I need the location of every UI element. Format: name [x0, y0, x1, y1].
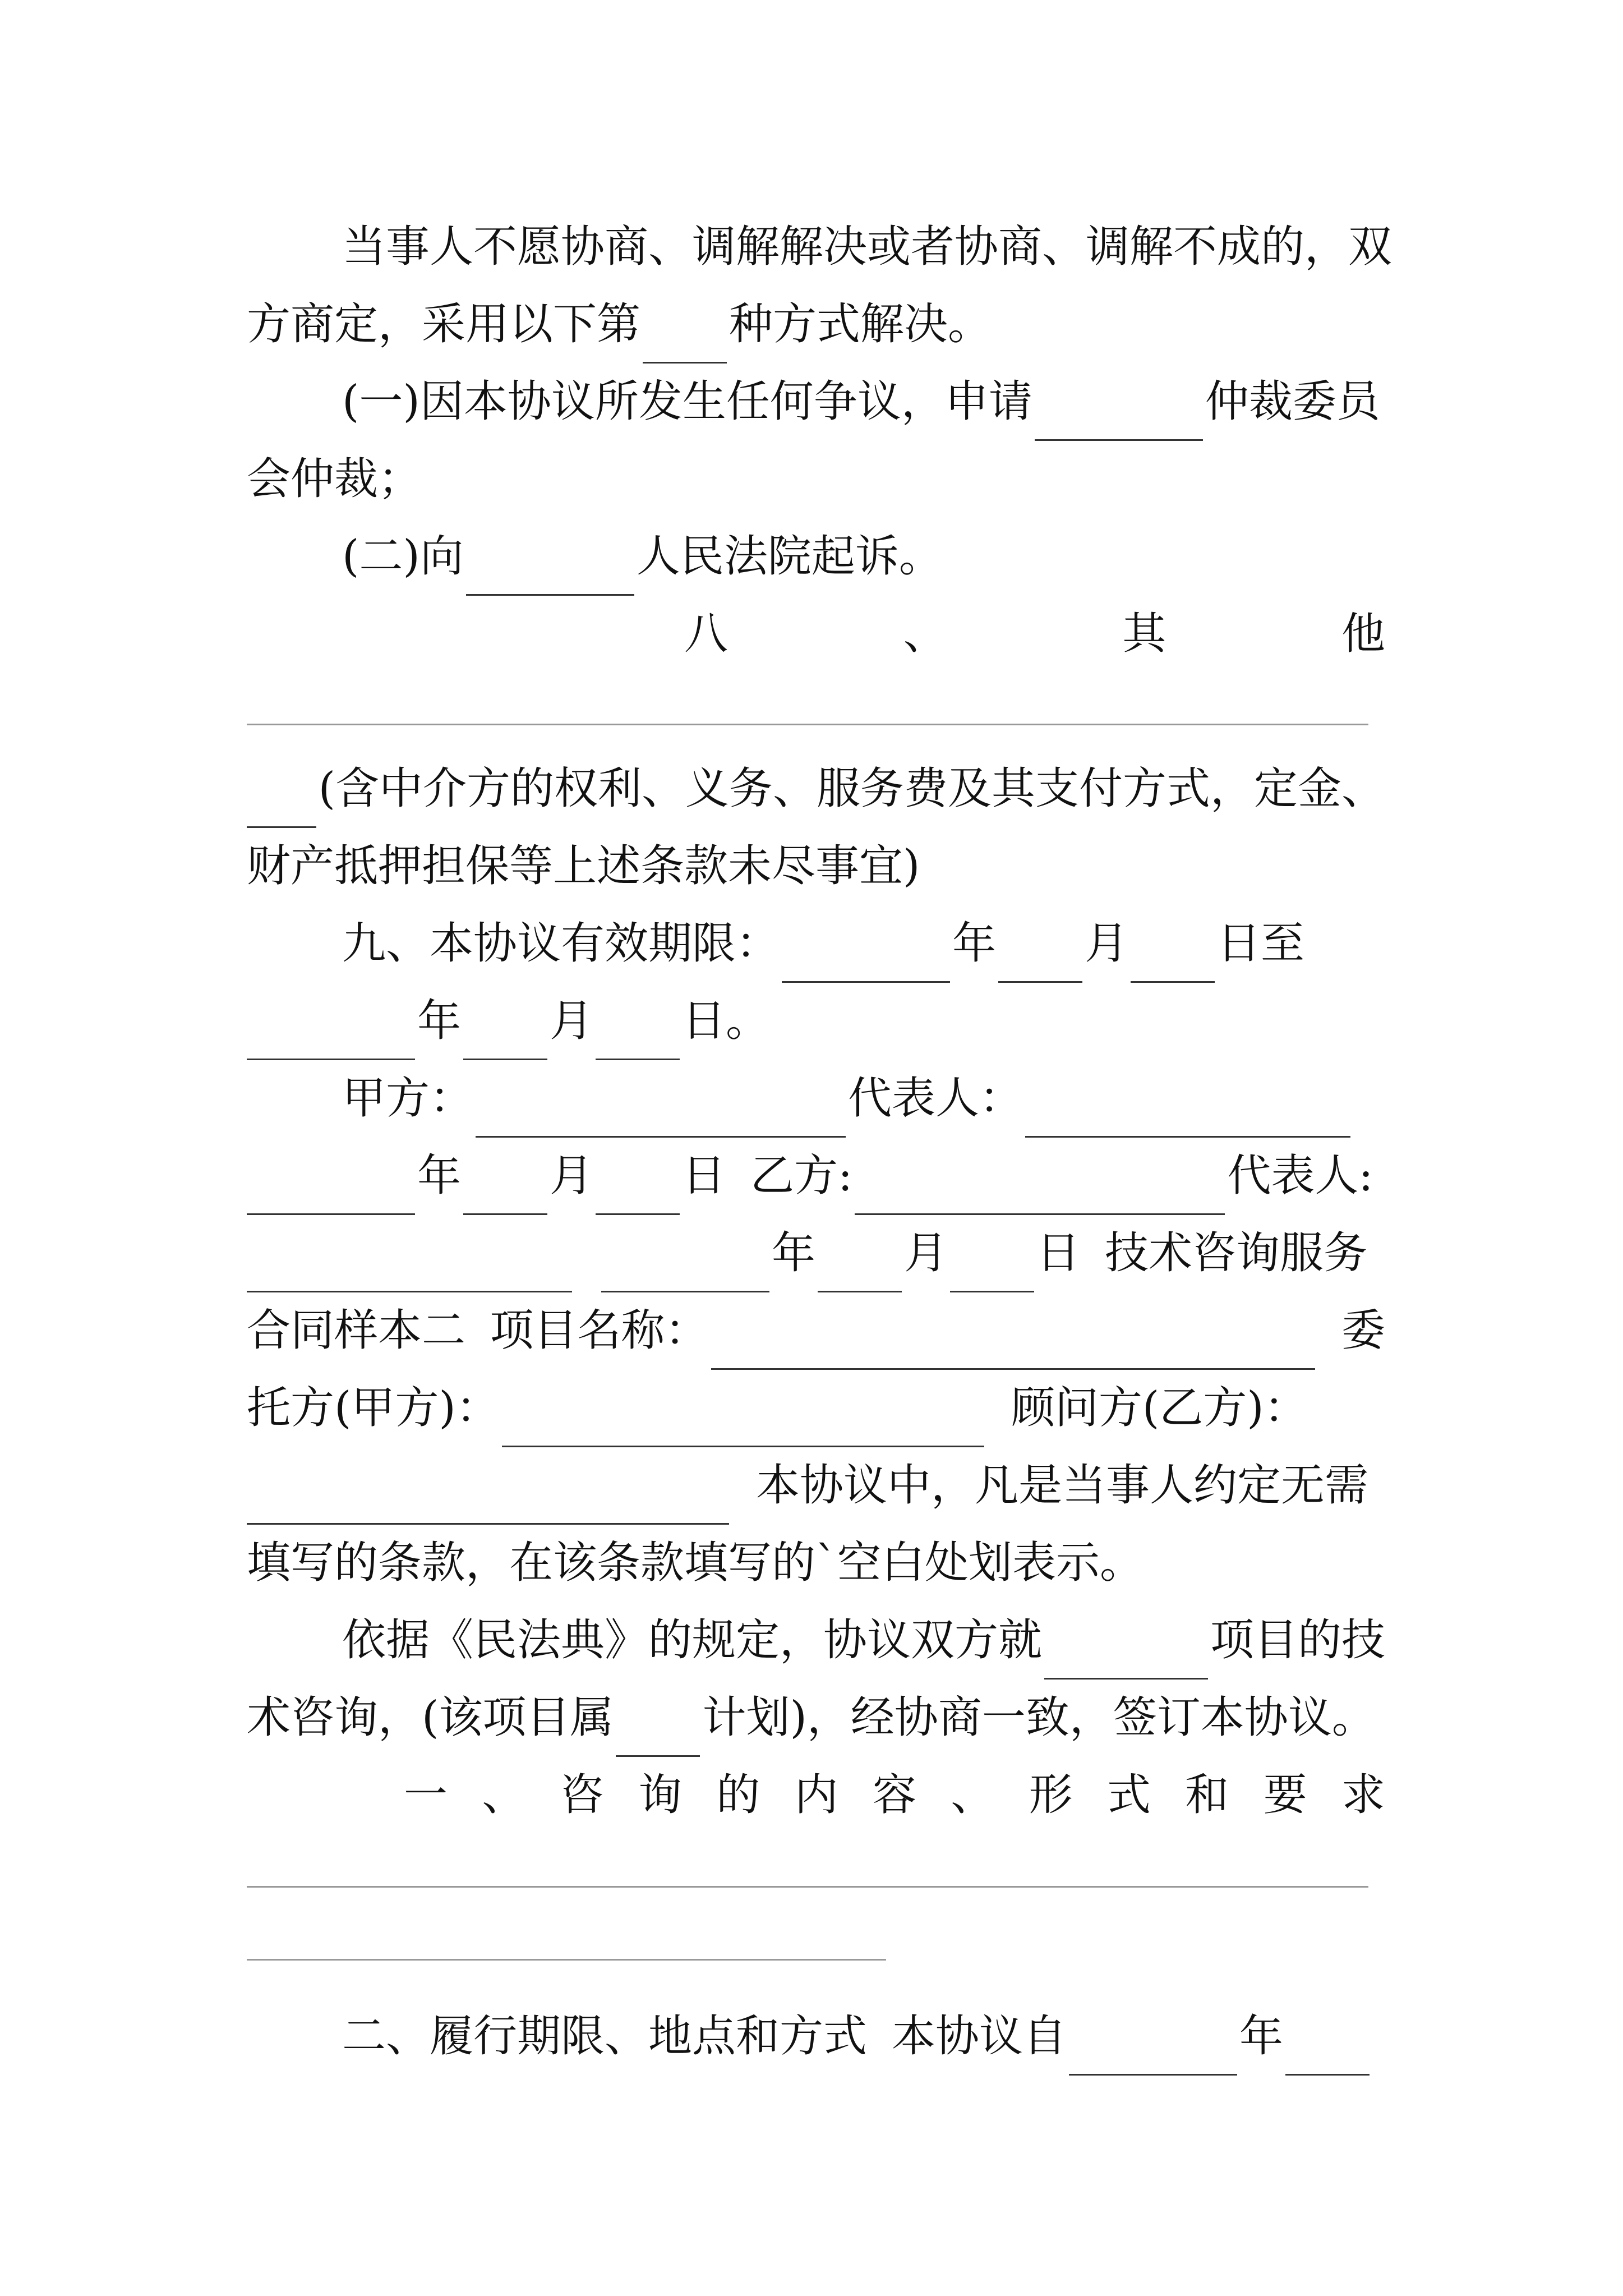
heading-char: 询 [638, 1770, 682, 1820]
text: 填写的条款，在该条款填写的`空白处划表示。 [247, 1538, 1144, 1588]
heading-char: 、 [482, 1770, 526, 1820]
text: 年 [417, 1151, 462, 1201]
section-heading [404, 1756, 1385, 1834]
heading-char: 他 [1341, 609, 1385, 659]
blank-field[interactable] [1069, 2023, 1237, 2076]
paragraph-line [247, 1369, 1385, 1447]
client-field[interactable] [502, 1395, 984, 1447]
blank-field[interactable] [1035, 389, 1203, 441]
text: 仲裁委员 [1205, 376, 1380, 427]
text: (含中介方的权利、义务、服务费及其支付方式，定金、 [318, 763, 1385, 814]
signature-line [247, 1137, 1385, 1215]
signature-line [247, 1214, 1385, 1292]
heading-char: 一 [404, 1770, 448, 1820]
project-name-field[interactable] [711, 1318, 1315, 1370]
paragraph-line [247, 1678, 1385, 1757]
heading-char: 、 [903, 609, 947, 659]
text: 项目名称： [490, 1305, 709, 1356]
paragraph-line [342, 904, 1385, 983]
blank-field[interactable] [782, 931, 950, 983]
text: 年 [772, 1228, 816, 1278]
blank-field[interactable] [998, 931, 1082, 983]
text: 日 [682, 1151, 726, 1201]
paragraph-line [247, 827, 1385, 905]
blank-field[interactable] [950, 1240, 1034, 1292]
text: 顾问方(乙方)： [1011, 1383, 1308, 1433]
paragraph-line [247, 1524, 1385, 1602]
text: 托方(甲方)： [247, 1383, 500, 1433]
paragraph-line [247, 749, 1385, 828]
blank-rule[interactable] [247, 1886, 1368, 1888]
text: 二、履行期限、地点和方式 [342, 2011, 868, 2062]
text: 委 [1341, 1305, 1385, 1356]
text: 年 [417, 996, 462, 1046]
blank-rule[interactable] [247, 724, 1368, 725]
text: 人民法院起诉。 [636, 531, 943, 582]
text: (一)因本协议所发生任何争议，申请 [342, 376, 1032, 427]
heading-char: 式 [1106, 1770, 1151, 1820]
blank-field[interactable] [476, 1085, 846, 1138]
heading-char: 要 [1263, 1770, 1307, 1820]
text: 乙方: [750, 1151, 853, 1201]
paragraph-line [342, 1997, 1385, 2076]
blank-field[interactable] [596, 1163, 680, 1215]
blank-field[interactable] [1285, 2023, 1370, 2076]
text: 年 [1239, 2011, 1284, 2062]
text: 月 [1085, 918, 1129, 969]
blank-field[interactable] [1131, 931, 1215, 983]
heading-char: 八 [684, 609, 728, 659]
text: 合同样本二 [247, 1305, 466, 1356]
paragraph-line [247, 1291, 1385, 1370]
paragraph-line [342, 362, 1385, 441]
paragraph-line [247, 440, 1385, 518]
text: 种方式解决。 [729, 299, 992, 349]
blank-field[interactable] [1044, 1627, 1208, 1680]
text: 会仲裁； [247, 454, 422, 504]
heading-char: 容 [872, 1770, 916, 1820]
blank-field[interactable] [616, 1705, 700, 1757]
paragraph-line [342, 517, 1385, 596]
blank-field[interactable] [643, 311, 727, 364]
blank-rule[interactable] [247, 1959, 886, 1961]
heading-char: 咨 [560, 1770, 604, 1820]
consultant-field[interactable] [247, 1473, 729, 1525]
text: 计划)，经协商一致，签订本协议。 [702, 1692, 1376, 1743]
paragraph-line [342, 208, 1393, 286]
text: 本协议中，凡是当事人约定无需 [756, 1460, 1369, 1511]
blank-field[interactable] [601, 1240, 769, 1292]
signature-line [342, 1059, 1385, 1138]
paragraph-line [247, 982, 1385, 1060]
text: 财产抵押担保等上述条款未尽事宜) [247, 841, 920, 891]
paragraph-line [247, 1446, 1385, 1525]
text: 甲方： [342, 1073, 474, 1124]
blank-field[interactable] [247, 1163, 415, 1215]
text: 技术咨询服务 [1105, 1228, 1368, 1278]
text: 日 [1036, 1228, 1081, 1278]
blank-field[interactable] [596, 1008, 680, 1060]
paragraph-line [342, 1601, 1385, 1680]
text: 月 [904, 1228, 948, 1278]
blank-field[interactable] [855, 1163, 1225, 1215]
section-heading [684, 595, 1385, 673]
paragraph-line [247, 285, 1385, 364]
heading-char: 形 [1029, 1770, 1073, 1820]
text: (二)向 [342, 531, 464, 582]
blank-field[interactable] [1025, 1085, 1350, 1138]
text: 代表人： [848, 1073, 1023, 1124]
text: 项目的技 [1210, 1615, 1385, 1665]
blank-field[interactable] [247, 1240, 572, 1292]
blank-field[interactable] [247, 776, 316, 828]
text: 依据《民法典》的规定，协议双方就 [342, 1615, 1043, 1665]
blank-field[interactable] [247, 1008, 415, 1060]
blank-field[interactable] [463, 1163, 547, 1215]
text: 当事人不愿协商、调解解决或者协商、调解不成的，双 [342, 222, 1393, 272]
heading-char: 的 [716, 1770, 760, 1820]
text: 年 [952, 918, 997, 969]
text: 九、本协议有效期限： [342, 918, 780, 969]
text: 方商定，采用以下第 [247, 299, 641, 349]
text: 本协议自 [892, 2011, 1067, 2062]
blank-field[interactable] [466, 544, 634, 596]
heading-char: 求 [1341, 1770, 1385, 1820]
heading-char: 其 [1122, 609, 1166, 659]
blank-field[interactable] [818, 1240, 902, 1292]
blank-field[interactable] [463, 1008, 547, 1060]
text: 月 [550, 996, 594, 1046]
text: 日至 [1217, 918, 1305, 969]
text: 代表人: [1227, 1151, 1373, 1201]
text: 月 [550, 1151, 594, 1201]
text: 日。 [682, 996, 770, 1046]
heading-char: 和 [1185, 1770, 1229, 1820]
text: 术咨询，(该项目属 [247, 1692, 614, 1743]
heading-char: 内 [794, 1770, 838, 1820]
heading-char: 、 [951, 1770, 995, 1820]
